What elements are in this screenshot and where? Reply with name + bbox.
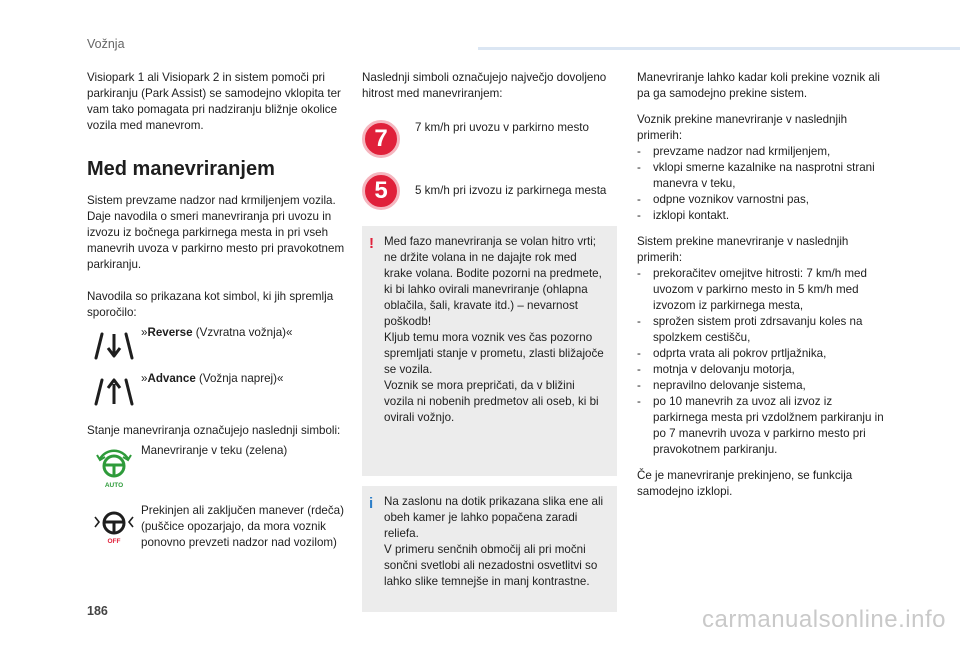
forward-arrow-icon bbox=[87, 371, 141, 411]
info-text-1: Na zaslonu na dotik prikazana slika ene ali obeh kamer je lahko popačena zaradi reliefa. bbox=[384, 495, 604, 540]
list-item: - odprta vrata ali pokrov prtljažnika, bbox=[637, 346, 889, 362]
states-intro: Stanje manevriranja označujejo naslednji simboli: bbox=[87, 424, 341, 437]
auto-badge-text: AUTO bbox=[104, 482, 124, 489]
warning-icon: ! bbox=[369, 235, 374, 252]
list-item: - izklopi kontakt. bbox=[637, 208, 889, 224]
steering-off-red-icon bbox=[87, 503, 141, 549]
driver-intro: Voznik prekine manevriranje v naslednjih primerih: bbox=[637, 113, 848, 142]
list-item: - prevzame nadzor nad krmiljenjem, bbox=[637, 144, 889, 160]
speed-7-badge-icon: 7 bbox=[362, 120, 400, 158]
warning-text-1: Med fazo manevriranja se volan hitro vrti; ne držite volana in ne dajajte rok med krake volana. Bodite pozorni na predmete, ki bi lahko ovirali manevriranje (ohlapna oblačila, šali, kravate itd.) – nevarnost poškodb! bbox=[384, 235, 602, 328]
speed-5-row bbox=[362, 172, 617, 210]
reverse-label: »Reverse (Vzvratna vožnja)« bbox=[141, 326, 293, 339]
list-item: - po 10 manevrih za uvoz ali izvoz iz parkirnega mesta pri vzdolžnem parkiranju in po 7 manevrih uvoza v parkirno mesto pri pravokotnem parkiranju. bbox=[637, 394, 889, 458]
section-title: Vožnja bbox=[87, 37, 125, 51]
reverse-instruction bbox=[87, 325, 349, 365]
info-text-2: V primeru senčnih območij ali pri močni sončni svetlobi ali nezadostni osvetlitvi so lahko slike temnejše in manj kontrastne. bbox=[384, 543, 598, 588]
list-item: - vklopi smerne kazalnike na nasprotni strani manevra v teku, bbox=[637, 160, 889, 192]
steering-auto-green-icon bbox=[87, 443, 141, 489]
column-left bbox=[87, 70, 349, 557]
state-red-row bbox=[87, 503, 349, 551]
list-item: - prekoračitev omejitve hitrosti: 7 km/h med uvozom v parkirno mesto in 5 km/h med izvozom iz parkirnega mesta, bbox=[637, 266, 889, 314]
list-item: - motnja v delovanju motorja, bbox=[637, 362, 889, 378]
column-right bbox=[637, 70, 889, 513]
intro-paragraph: Visiopark 1 ali Visiopark 2 in sistem pomoči pri parkiranju (Park Assist) se samodejno vklopita ter vam tako pomagata pri nadziranju bližnje okolice vozila med manevrom. bbox=[87, 71, 341, 132]
advance-instruction bbox=[87, 371, 349, 411]
speed-intro: Naslednji simboli označujejo največjo dovoljeno hitrost med manevriranjem: bbox=[362, 71, 607, 100]
speed-5-badge-icon: 5 bbox=[362, 172, 400, 210]
system-list bbox=[637, 266, 889, 458]
list-item: - odpne voznikov varnostni pas, bbox=[637, 192, 889, 208]
header-accent-bar bbox=[478, 47, 960, 50]
body-paragraph: Sistem prevzame nadzor nad krmiljenjem vozila. Daje navodila o smeri manevriranja pri uvozu in izvozu iz bočnega parkirnega mesta in pri vseh manevrih uvoza v parkirno mesto pri pravokotnem parkiranju. bbox=[87, 194, 345, 271]
speed-5-label: 5 km/h pri izvozu iz parkirnega mesta bbox=[415, 184, 607, 197]
closing-paragraph: Če je manevriranje prekinjeno, se funkcija samodejno izklopi. bbox=[637, 469, 853, 498]
warning-text-3: Voznik se mora prepričati, da v bližini vozila ni nobenih predmetov ali oseb, ki bi ovirali vožnjo. bbox=[384, 379, 599, 424]
state-green-row bbox=[87, 443, 349, 489]
watermark: carmanualsonline.info bbox=[702, 606, 946, 633]
heading-med-manevriranjem: Med manevriranjem bbox=[87, 158, 275, 180]
interrupt-paragraph: Manevriranje lahko kadar koli prekine voznik ali pa ga samodejno prekine sistem. bbox=[637, 71, 880, 100]
instructions-paragraph: Navodila so prikazana kot simbol, ki jih spremlja sporočilo: bbox=[87, 290, 334, 319]
warning-box bbox=[362, 226, 617, 476]
driver-list bbox=[637, 144, 889, 224]
info-icon: i bbox=[369, 495, 374, 512]
speed-7-row bbox=[362, 120, 617, 158]
advance-label: »Advance (Vožnja naprej)« bbox=[141, 372, 284, 385]
list-item: - sprožen sistem proti zdrsavanju koles na spolzkem cestišču, bbox=[637, 314, 889, 346]
off-badge-text: OFF bbox=[107, 538, 121, 545]
system-intro: Sistem prekine manevriranje v naslednjih primerih: bbox=[637, 235, 849, 264]
state-green-label: Manevriranje v teku (zelena) bbox=[141, 444, 288, 457]
page-number: 186 bbox=[87, 604, 108, 618]
speed-7-label: 7 km/h pri uvozu v parkirno mesto bbox=[415, 121, 589, 134]
list-item: - nepravilno delovanje sistema, bbox=[637, 378, 889, 394]
column-middle bbox=[362, 70, 617, 622]
state-red-label: Prekinjen ali zaključen manever (rdeča) (puščice opozarjajo, da mora voznik ponovno prevzeti nadzor nad vozilom) bbox=[141, 504, 344, 549]
warning-text-2: Kljub temu mora voznik ves čas pozorno spremljati stanje v prometu, zlasti bližajoče se vozila. bbox=[384, 331, 604, 376]
reverse-arrow-icon bbox=[87, 325, 141, 365]
info-box bbox=[362, 486, 617, 612]
